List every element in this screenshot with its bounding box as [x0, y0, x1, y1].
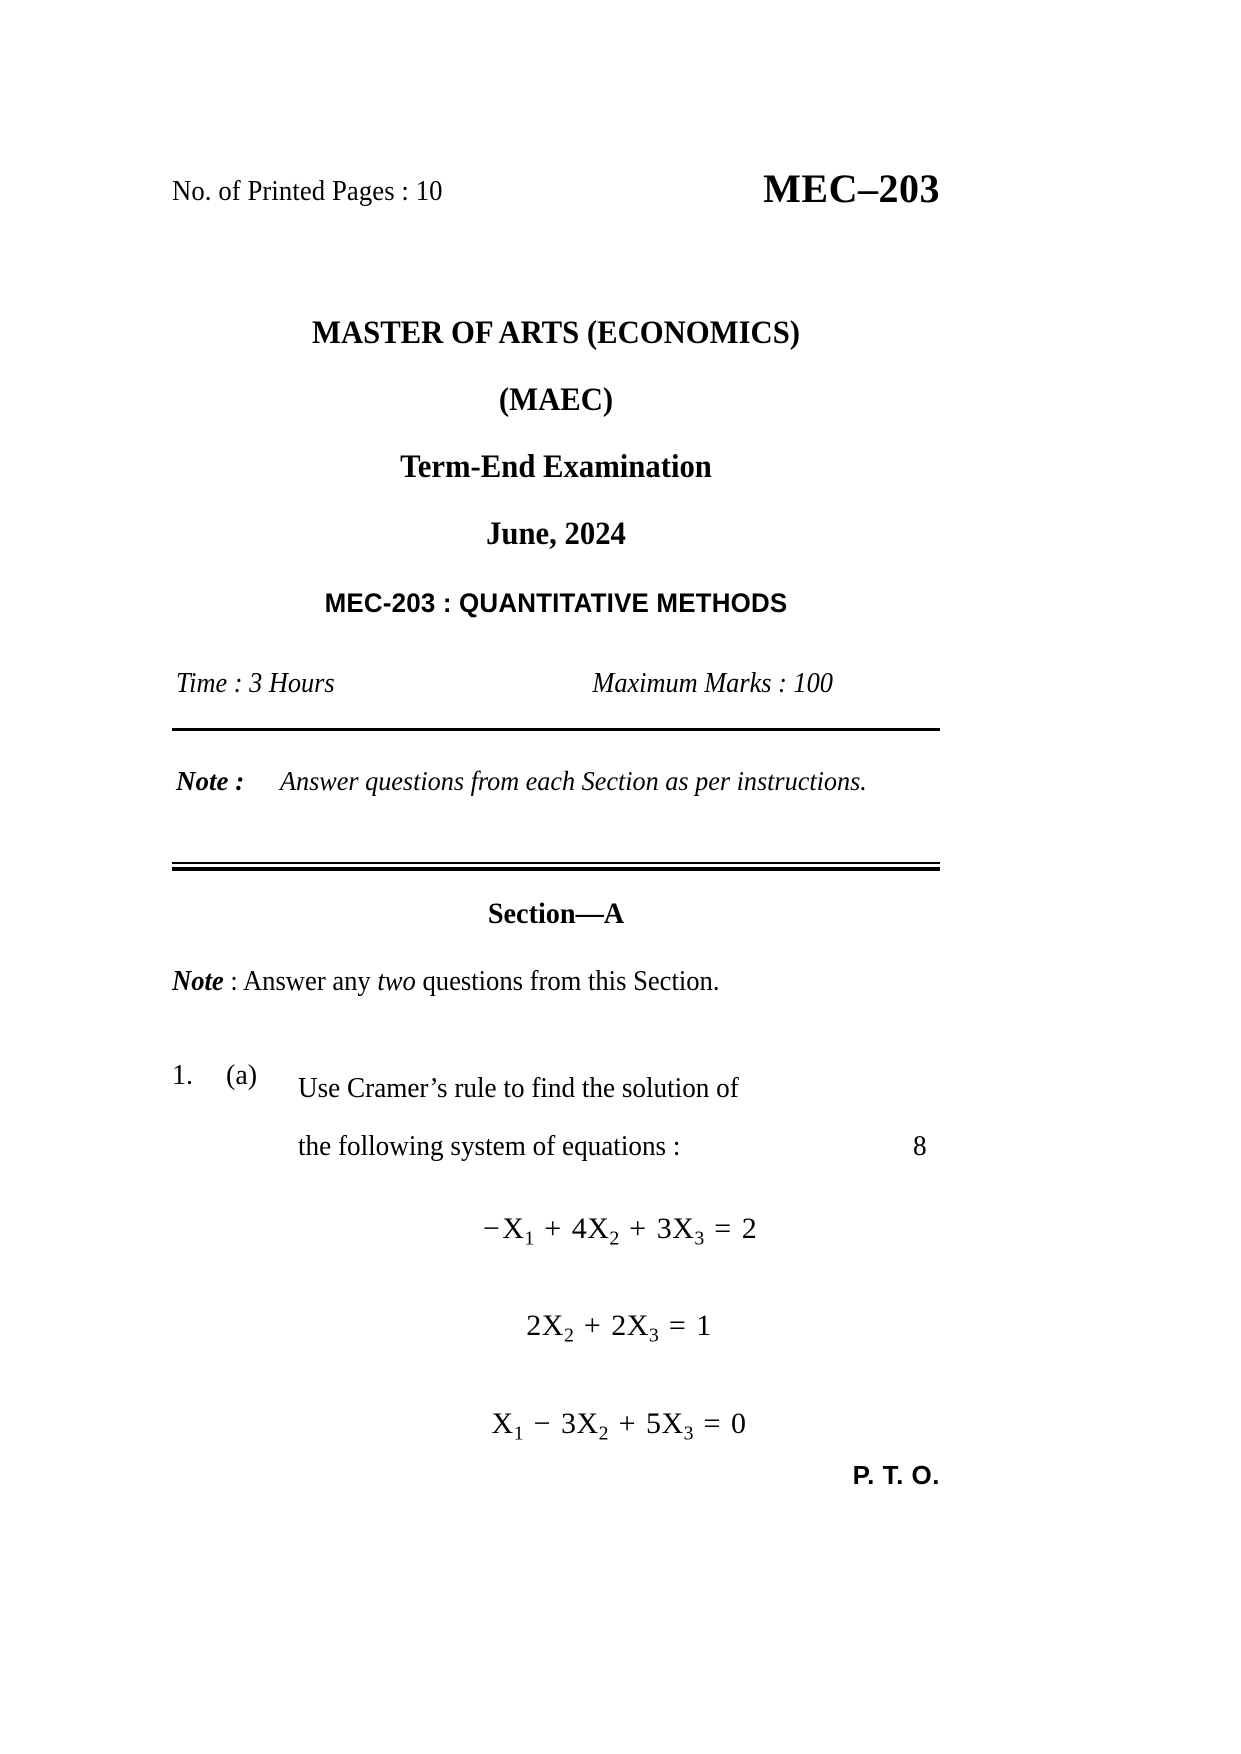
- exam-duration: Time : 3 Hours: [176, 668, 335, 699]
- exam-info-row: [176, 668, 894, 708]
- horizontal-rule-single: [172, 728, 940, 731]
- question-marks: 8: [912, 1131, 927, 1162]
- equation-3: $X_1 - 3X_2 + 5X_3 = 0$: [491, 1406, 747, 1444]
- question-text-line-2: the following system of equations :: [298, 1131, 681, 1162]
- question-number: 1.: [172, 1060, 193, 1091]
- question-text-line-1: Use Cramer’s rule to find the solution of: [298, 1073, 739, 1104]
- general-instructions-note: [176, 758, 938, 805]
- horizontal-rule-double: [172, 862, 940, 871]
- examination-type: Term-End Examination: [400, 449, 712, 485]
- subject-title: MEC-203 : QUANTITATIVE METHODS: [324, 588, 788, 618]
- section-note-post-text: questions from this Section.: [415, 966, 720, 997]
- section-note-emphasis: two: [377, 966, 416, 997]
- section-a-note: [172, 960, 902, 1004]
- programme-code-title: (MAEC): [498, 382, 614, 418]
- page-turn-over-label: P. T. O.: [852, 1460, 940, 1490]
- exam-maximum-marks: Maximum Marks : 100: [592, 668, 833, 699]
- programme-title: MASTER OF ARTS (ECONOMICS): [311, 315, 801, 351]
- equation-2: $2X_2 + 2X_3 = 1$: [526, 1309, 712, 1347]
- question-text: [298, 1060, 927, 1176]
- question-1: [172, 1060, 940, 1176]
- course-code: MEC–203: [763, 166, 940, 211]
- printed-pages-label: No. of Printed Pages : 10: [172, 175, 443, 207]
- equation-1: $-X_1 + 4X_2 + 3X_3 = 2$: [482, 1212, 758, 1250]
- exam-title-block: [172, 300, 940, 568]
- note-label: Note :: [176, 766, 245, 796]
- section-note-pre-text: : Answer any: [223, 966, 378, 997]
- section-a-heading: Section—A: [487, 897, 625, 930]
- rule-thin-line: [172, 862, 940, 864]
- question-part-label: (a): [226, 1060, 258, 1091]
- examination-session: June, 2024: [486, 516, 626, 552]
- note-text: Answer questions from each Section as per instructions.: [280, 766, 867, 796]
- rule-thick-line: [172, 867, 940, 871]
- section-note-label: Note: [172, 966, 224, 997]
- page-header: [172, 165, 940, 221]
- equation-system: [298, 1185, 940, 1477]
